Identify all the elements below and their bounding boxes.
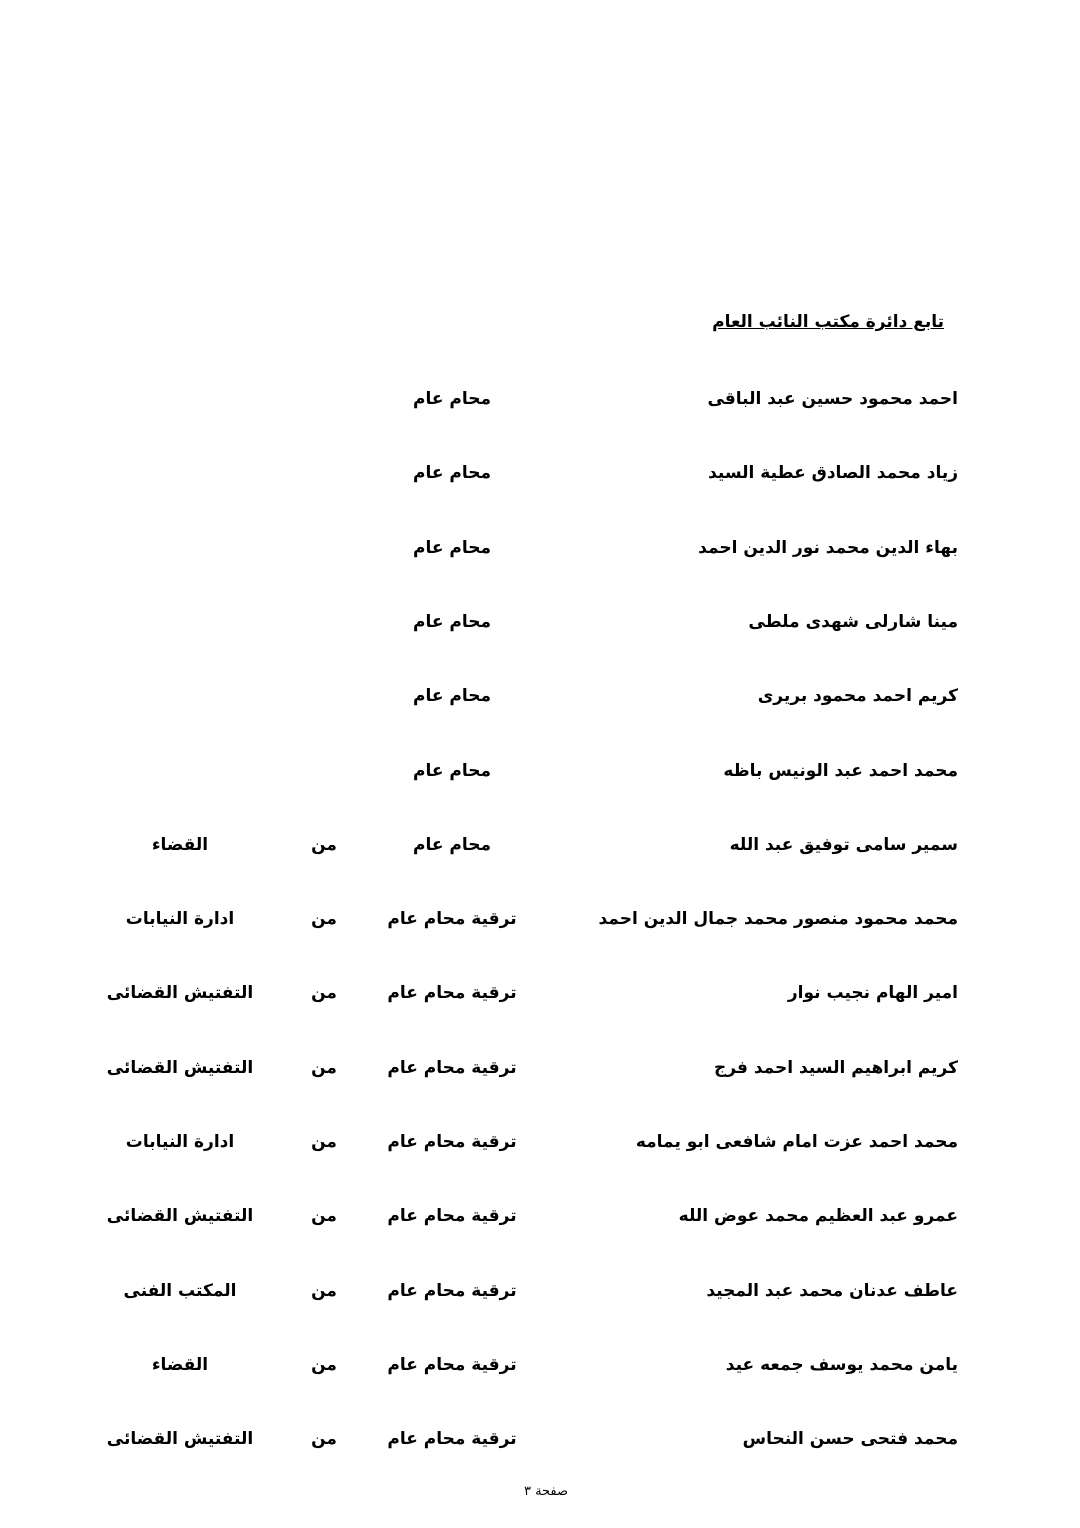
origin-department: التفتيش القضائى bbox=[106, 1429, 254, 1450]
from-label: من bbox=[311, 1132, 337, 1152]
position-title: محام عام bbox=[413, 611, 491, 632]
origin-department: التفتيش القضائى bbox=[106, 983, 254, 1004]
person-name: احمد محمود حسين عبد الباقى bbox=[707, 389, 958, 409]
person-name: بهاء الدين محمد نور الدين احمد bbox=[698, 537, 958, 558]
origin-department: المكتب الفنى bbox=[123, 1280, 237, 1301]
list-item bbox=[0, 1350, 1080, 1380]
list-item bbox=[0, 1127, 1080, 1157]
list-item bbox=[0, 681, 1080, 711]
person-name: محمد احمد عبد الونيس باظه bbox=[723, 760, 958, 781]
origin-department: ادارة النيابات bbox=[125, 1132, 235, 1152]
person-name: محمد احمد عزت امام شافعى ابو يمامه bbox=[635, 1132, 958, 1152]
section-heading: تابع دائرة مكتب النائب العام bbox=[712, 312, 944, 332]
position-title: محام عام bbox=[413, 389, 491, 409]
position-title: ترقية محام عام bbox=[387, 983, 517, 1004]
from-label: من bbox=[311, 909, 337, 930]
person-name: محمد محمود منصور محمد جمال الدين احمد bbox=[598, 909, 958, 930]
list-item bbox=[0, 384, 1080, 414]
origin-department: ادارة النيابات bbox=[125, 909, 235, 930]
position-title: محام عام bbox=[413, 834, 491, 855]
from-label: من bbox=[311, 983, 337, 1004]
person-name: عمرو عبد العظيم محمد عوض الله bbox=[678, 1206, 958, 1227]
list-item bbox=[0, 756, 1080, 786]
from-label: من bbox=[311, 1206, 337, 1227]
position-title: ترقية محام عام bbox=[387, 1057, 517, 1078]
list-item bbox=[0, 533, 1080, 563]
person-name: سمير سامى توفيق عبد الله bbox=[729, 834, 958, 855]
person-name: محمد فتحى حسن النحاس bbox=[742, 1429, 958, 1450]
from-label: من bbox=[311, 1057, 337, 1078]
position-title: ترقية محام عام bbox=[387, 1354, 517, 1375]
origin-department: التفتيش القضائى bbox=[106, 1057, 254, 1078]
position-title: محام عام bbox=[413, 686, 491, 707]
list-item bbox=[0, 1053, 1080, 1083]
list-item bbox=[0, 1276, 1080, 1306]
from-label: من bbox=[311, 834, 337, 855]
position-title: ترقية محام عام bbox=[387, 1132, 517, 1152]
list-item bbox=[0, 830, 1080, 860]
position-title: ترقية محام عام bbox=[387, 1206, 517, 1227]
list-item bbox=[0, 1201, 1080, 1231]
origin-department: التفتيش القضائى bbox=[106, 1206, 254, 1227]
from-label: من bbox=[311, 1354, 337, 1375]
position-title: محام عام bbox=[413, 463, 491, 484]
position-title: محام عام bbox=[413, 760, 491, 781]
list-item bbox=[0, 978, 1080, 1008]
person-name: عاطف عدنان محمد عبد المجيد bbox=[706, 1280, 958, 1301]
position-title: ترقية محام عام bbox=[387, 909, 517, 930]
position-title: ترقية محام عام bbox=[387, 1280, 517, 1301]
person-name: مينا شارلى شهدى ملطى bbox=[748, 611, 958, 632]
person-name: كريم ابراهيم السيد احمد فرج bbox=[713, 1057, 958, 1078]
person-name: يامن محمد يوسف جمعه عيد bbox=[725, 1354, 958, 1375]
from-label: من bbox=[311, 1280, 337, 1301]
position-title: ترقية محام عام bbox=[387, 1429, 517, 1450]
origin-department: القضاء bbox=[151, 1354, 209, 1375]
from-label: من bbox=[311, 1429, 337, 1450]
origin-department: القضاء bbox=[151, 834, 209, 855]
list-item bbox=[0, 904, 1080, 934]
list-item bbox=[0, 607, 1080, 637]
person-name: زياد محمد الصادق عطية السيد bbox=[708, 463, 958, 484]
person-name: امير الهام نجيب نوار bbox=[787, 983, 958, 1004]
list-item bbox=[0, 1424, 1080, 1454]
list-item bbox=[0, 458, 1080, 488]
position-title: محام عام bbox=[413, 537, 491, 558]
page-number: صفحة ٣ bbox=[523, 1484, 569, 1499]
person-name: كريم احمد محمود بريرى bbox=[757, 686, 958, 707]
